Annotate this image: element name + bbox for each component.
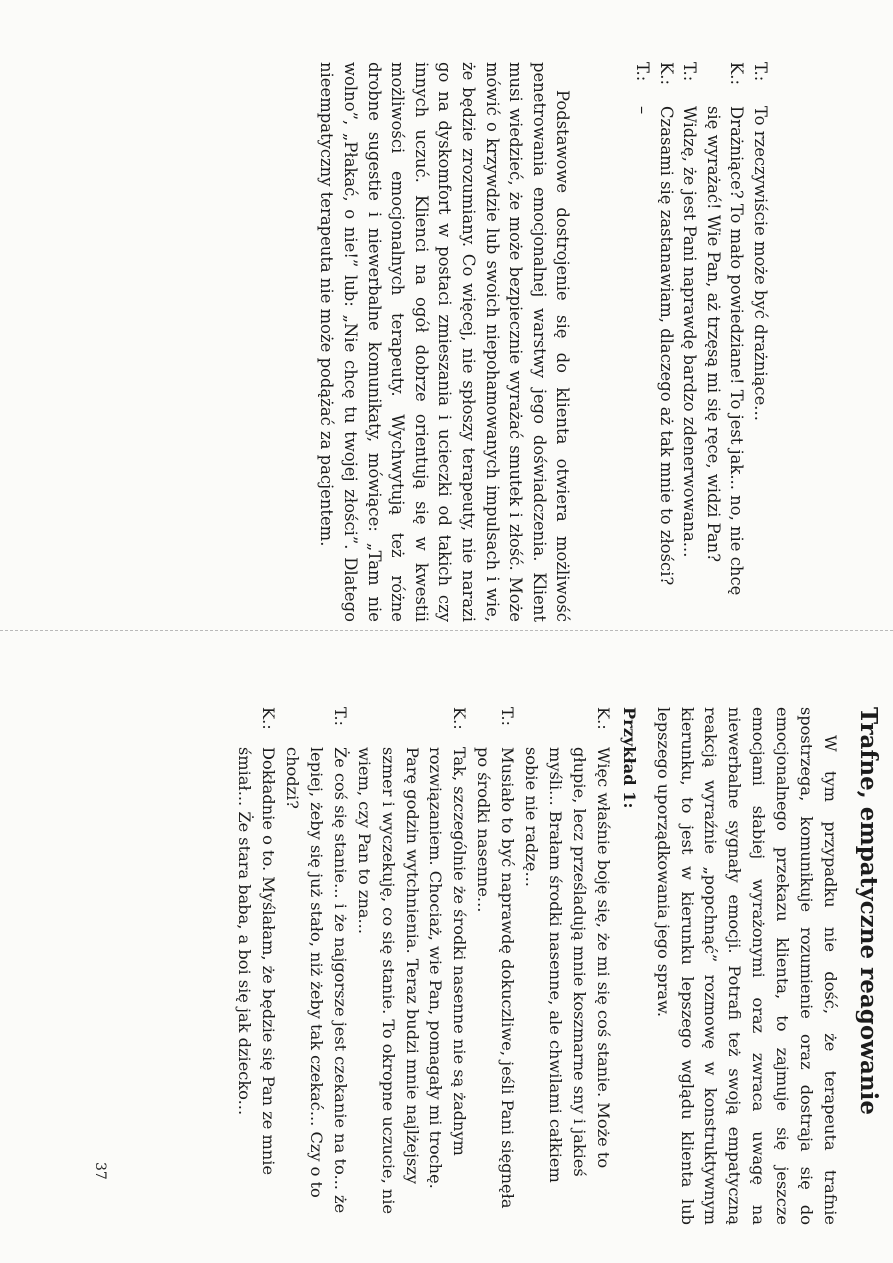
dialogue-line [280,707,352,1225]
speaker-label: T.: [633,62,653,82]
page-number: 37 [92,1162,108,1180]
speaker-label: K.: [450,707,470,730]
dialogue-text: – [633,106,653,115]
body-paragraph: W tym przypadku nie dość, że terapeuta trafnie spostrzega, komunikuje rozumienie oraz dostraja się do emocjonalnego przekazu klienta, to zajmuje się jeszcze emocjami słabiej wyrażonymi oraz zwraca uwagę na niewerbalne sygnały emocji. Potrafi też swoją empatyczną reakcją wyraźnie „popchnąć” rozmowę w konstruktywnym kierunku, to jest w kierunku lepszego wglądu klienta lub lepszego uporządkowania jego spraw. [653,707,840,1225]
example-label: Przykład 1: [619,707,639,809]
dialogue-line [519,707,615,1225]
dialogue-text: Dokładnie o to. Myślałam, że będzie się Pan ze mnie śmiał... Że stara baba, a boi się jak dziecko... [235,747,279,1176]
dialogue-line [654,62,678,622]
dialogue-line [701,62,748,622]
dialogue-line [352,707,472,1225]
speaker-label: T.: [680,62,700,82]
section-title: Trafne, empatyczne reagowanie [855,707,882,1115]
lower-page [235,707,882,1225]
dialogue-text: Musiało to być naprawdę dokuczliwe, jeśli Pani sięgnęła po środki nasenne... [474,747,518,1209]
dialogue-text: Więc właśnie boję się, że mi się coś stanie. Może to głupie, lecz prześladują mnie koszmarne sny i jakieś myśli... Brałam środki nasenne, ale chwilami całkiem sobie nie radzę... [522,747,613,1183]
speaker-label: K.: [727,62,747,85]
page-fold-line [0,630,893,631]
dialogue-line [630,62,654,622]
dialogue-text: Tak, szczególnie że środki nasenne nie są żadnym rozwiązaniem. Chociaż, wie Pan, pomagały mi trochę. Parę godzin wytchnienia. Teraz budzi mnie najlżejszy szmer i wyczekuję, co się stanie. To okropne uczucie, nie wiem, czy Pan to zna... [354,747,470,1215]
dialogue-text: Czasami się zastanawiam, dlaczego aż tak mnie to złości? [656,106,676,586]
dialogue-text: Że coś się stanie... i że najgorsze jest czekanie na to... że lepiej, żeby się już stało, niż żeby tak czekać... Czy o to chodzi? [283,747,350,1214]
dialogue-line [232,707,280,1225]
speaker-label: T.: [498,707,518,727]
speaker-label: T.: [751,62,770,82]
dialogue-line [748,62,772,622]
dialogue-line [678,62,702,622]
speaker-label: T.: [330,707,350,727]
dialogue-text: To rzeczywiście może być drażniące... [751,106,770,421]
body-paragraph: Podstawowe dostrojenie się do klienta otwiera możliwość penetrowania emocjonalnej warstwy jego doświadczenia. Klient musi wiedzieć, że może bezpiecznie wyrażać smutek i złość. Może mówić o krzywdzie lub swoich niepohamowanych impulsach i wie, że będzie zrozumiany. Co więcej, nie spłoszy terapeuty, nie narazi go na dyskomfort w postaci zmieszania i ucieczki od takich czy innych uczuć. Klienci na ogół dobrze orientują się w kwestii możliwości emocjonalnych terapeuty. Wychwytują też różne drobne sugestie i niewerbalne komunikaty, mówiące: „Tam nie wolno”, „Płakać, o nie!” lub: „Nie chcę tu twojej złości”. Dlatego nieempatyczny terapeuta nie może podążać za pacjentem. [317,62,573,622]
speaker-label: K.: [259,707,279,730]
upper-page [242,62,772,622]
speaker-label: K.: [593,707,613,730]
dialogue-line [471,707,519,1225]
dialogue-text: Widzę, że jest Pani naprawdę bardzo zdenerwowana... [680,106,700,558]
dialogue-text: Drażniące? To mało powiedziane! To jest jak... no, nie chcę się wyrażać! Wie Pan, aż trzęsą mi się ręce, widzi Pan? [703,106,747,596]
speaker-label: K.: [656,62,676,85]
